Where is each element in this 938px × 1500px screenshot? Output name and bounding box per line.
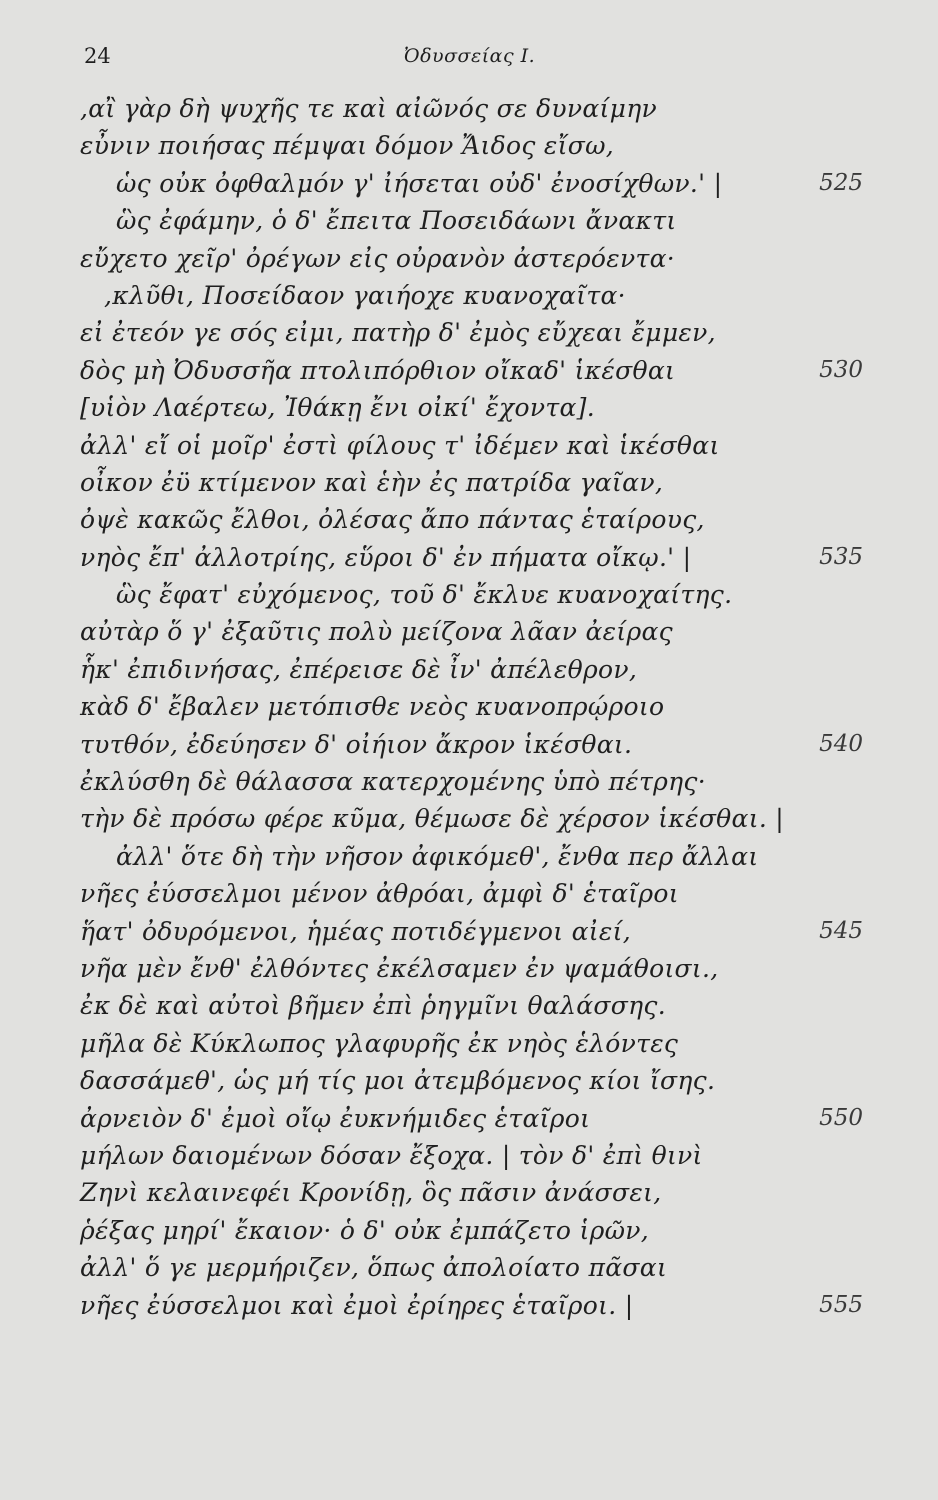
verse-text: ,αἲ γὰρ δὴ ψυχῆς τε καὶ αἰῶνός σε δυναίμην bbox=[80, 94, 657, 123]
verse-line bbox=[0, 651, 938, 688]
verse-line bbox=[0, 1174, 938, 1211]
verse-text: ἐκλύσθη δὲ θάλασσα κατερχομένης ὑπὸ πέτρης· bbox=[80, 767, 706, 797]
verse-text: ἧκ' ἐπιδινήσας, ἐπέρεισε δὲ ἶν' ἀπέλεθρον, bbox=[80, 654, 638, 684]
verse-text: μήλων δαιομένων δόσαν ἔξοχα. | τὸν δ' ἐπὶ θινὶ bbox=[80, 1140, 703, 1170]
verse-line bbox=[0, 501, 938, 538]
verse-text: εὖνιν ποιήσας πέμψαι δόμον Ἄιδος εἴσω, bbox=[80, 131, 615, 161]
verse-line bbox=[0, 688, 938, 725]
verse-number: 555 bbox=[819, 1291, 863, 1318]
verse-number: 535 bbox=[819, 543, 863, 570]
verse-text: δὸς μὴ Ὀδυσσῆα πτολιπόρθιον οἴκαδ' ἱκέσθαι bbox=[80, 355, 676, 385]
verse-line bbox=[0, 875, 938, 912]
verse-text: ,κλῦθι, Ποσείδαον γαιήοχε κυανοχαῖτα· bbox=[104, 280, 626, 310]
verse-number: 525 bbox=[819, 169, 863, 196]
verse-text: ὀψὲ κακῶς ἔλθοι, ὀλέσας ἄπο πάντας ἑταίρους, bbox=[80, 505, 705, 535]
verse-line bbox=[0, 127, 938, 164]
verse-line bbox=[0, 763, 938, 800]
verse-text: ἥατ' ὀδυρόμενοι, ἡμέας ποτιδέγμενοι αἰεί, bbox=[80, 916, 631, 946]
verse-line bbox=[0, 800, 938, 837]
verse-line bbox=[0, 913, 938, 950]
verse-line bbox=[0, 277, 938, 314]
verse-text: ἀλλ' ὅ γε μερμήριζεν, ὅπως ἀπολοίατο πᾶσαι bbox=[80, 1253, 668, 1283]
verse-text: οἶκον ἐϋ κτίμενον καὶ ἑὴν ἐς πατρίδα γαῖαν, bbox=[80, 467, 664, 497]
verse-text: νῆα μὲν ἔνθ' ἐλθόντες ἐκέλσαμεν ἐν ψαμάθοισι., bbox=[80, 953, 719, 983]
verse-line bbox=[0, 389, 938, 426]
verse-line bbox=[0, 314, 938, 351]
verse-text: μῆλα δὲ Κύκλωπος γλαφυρῆς ἐκ νηὸς ἑλόντες bbox=[80, 1028, 679, 1058]
verse-line bbox=[0, 1287, 938, 1324]
verse-text: ἀλλ' ὅτε δὴ τὴν νῆσον ἀφικόμεθ', ἔνθα περ ἄλλαι bbox=[116, 841, 759, 871]
verse-text: ὡς οὐκ ὀφθαλμόν γ' ἰήσεται οὐδ' ἐνοσίχθων.' | bbox=[116, 168, 723, 198]
verse-text: κὰδ δ' ἔβαλεν μετόπισθε νεὸς κυανοπρῴροιο bbox=[80, 692, 665, 722]
verse-line bbox=[0, 352, 938, 389]
running-title: Ὀδυσσείας Ι. bbox=[404, 45, 536, 67]
verse-number: 550 bbox=[819, 1104, 863, 1131]
verse-line bbox=[0, 1212, 938, 1249]
verse-number: 545 bbox=[819, 917, 863, 944]
verse-line bbox=[0, 240, 938, 277]
verse-text: ἀρνειὸν δ' ἐμοὶ οἴῳ ἐυκνήμιδες ἑταῖροι bbox=[80, 1103, 591, 1133]
verse-text: ἐκ δὲ καὶ αὐτοὶ βῆμεν ἐπὶ ῥηγμῖνι θαλάσσης. bbox=[80, 991, 666, 1021]
verse-line bbox=[0, 613, 938, 650]
verse-text: ῥέξας μηρί' ἔκαιον· ὁ δ' οὐκ ἐμπάζετο ἱρῶν, bbox=[80, 1215, 650, 1245]
verse-text: νῆες ἐύσσελμοι καὶ ἐμοὶ ἐρίηρες ἑταῖροι. | bbox=[80, 1290, 634, 1320]
verse-text: ὣς ἐφάμην, ὁ δ' ἔπειτα Ποσειδάωνι ἄνακτι bbox=[116, 206, 677, 236]
verse-text: εἰ ἐτεόν γε σός εἰμι, πατὴρ δ' ἐμὸς εὔχεαι ἔμμεν, bbox=[80, 318, 716, 348]
verse-line bbox=[0, 1025, 938, 1062]
verse-text: τὴν δὲ πρόσω φέρε κῦμα, θέμωσε δὲ χέρσον ἱκέσθαι. | bbox=[80, 804, 785, 834]
verse-line bbox=[0, 987, 938, 1024]
verse-text: ἀλλ' εἴ οἱ μοῖρ' ἐστὶ φίλους τ' ἰδέμεν καὶ ἱκέσθαι bbox=[80, 430, 720, 460]
verse-text: νῆες ἐύσσελμοι μένον ἀθρόαι, ἀμφὶ δ' ἑταῖροι bbox=[80, 879, 679, 909]
verse-line bbox=[0, 202, 938, 239]
verse-line bbox=[0, 539, 938, 576]
verse-line bbox=[0, 90, 938, 127]
verse-text: Ζηνὶ κελαινεφέι Κρονίδῃ, ὃς πᾶσιν ἀνάσσει, bbox=[80, 1178, 662, 1208]
verse-line bbox=[0, 1137, 938, 1174]
verse-number: 540 bbox=[819, 730, 863, 757]
verse-line bbox=[0, 165, 938, 202]
verse-line bbox=[0, 1249, 938, 1286]
verse-line bbox=[0, 726, 938, 763]
page-header bbox=[0, 44, 938, 74]
verse-text: νηὸς ἔπ' ἀλλοτρίης, εὕροι δ' ἐν πήματα οἴκῳ.' | bbox=[80, 542, 692, 572]
verse-line bbox=[0, 576, 938, 613]
verse-line bbox=[0, 838, 938, 875]
verse-text: ὣς ἔφατ' εὐχόμενος, τοῦ δ' ἔκλυε κυανοχαίτης. bbox=[116, 580, 733, 610]
page-number: 24 bbox=[84, 44, 111, 68]
verse-text: εὔχετο χεῖρ' ὀρέγων εἰς οὐρανὸν ἀστερόεντα· bbox=[80, 243, 676, 273]
verse-line bbox=[0, 427, 938, 464]
verse-text: τυτθόν, ἐδεύησεν δ' οἰήιον ἄκρον ἱκέσθαι. bbox=[80, 729, 633, 759]
verse-number: 530 bbox=[819, 356, 863, 383]
verse-line bbox=[0, 1062, 938, 1099]
verse-text: αὐτὰρ ὅ γ' ἐξαῦτις πολὺ μείζονα λᾶαν ἀείρας bbox=[80, 617, 673, 647]
verse-line bbox=[0, 1100, 938, 1137]
verse-line bbox=[0, 950, 938, 987]
verse-text: δασσάμεθ', ὡς μή τίς μοι ἀτεμβόμενος κίοι ἴσης. bbox=[80, 1066, 716, 1096]
verse-block bbox=[0, 90, 938, 1324]
verse-line bbox=[0, 464, 938, 501]
verse-text: [υἱὸν Λαέρτεω, Ἰθάκῃ ἔνι οἰκί' ἔχοντα]. bbox=[80, 393, 595, 423]
